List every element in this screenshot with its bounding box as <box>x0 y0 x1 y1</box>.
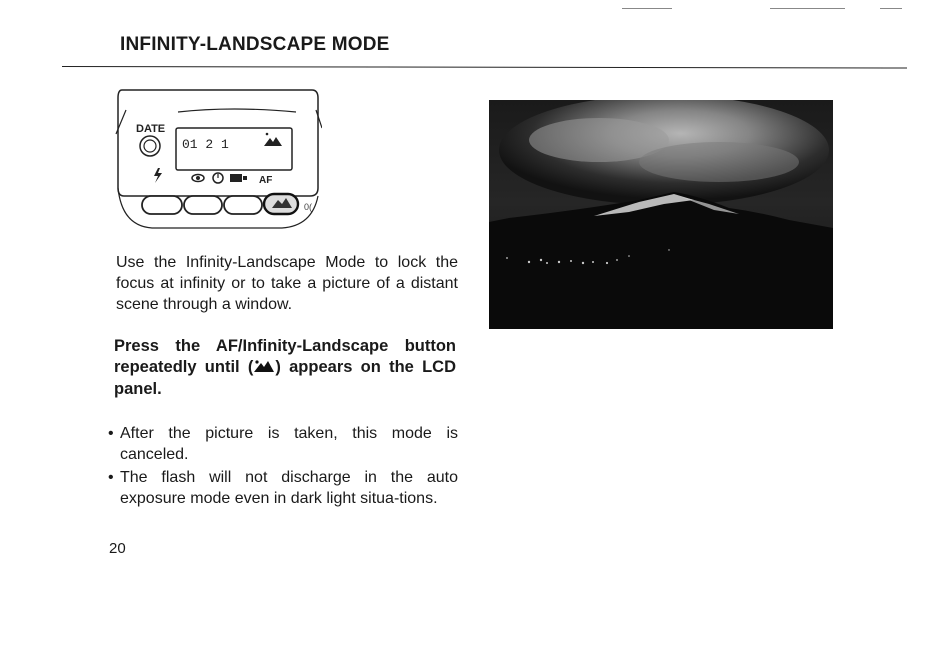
date-button <box>140 136 160 156</box>
drive-mode-icon <box>230 174 247 182</box>
drive-button <box>224 196 262 214</box>
note-text: After the picture is taken, this mode is canceled. <box>120 425 458 463</box>
scan-mark <box>622 8 672 9</box>
page-title: INFINITY-LANDSCAPE MODE <box>120 34 390 55</box>
instruction-text-start: Press the AF/Infinity-Landscape button repeatedly until ( <box>114 337 456 376</box>
red-eye-button <box>184 196 222 214</box>
svg-text:0(: 0( <box>304 202 313 212</box>
list-item <box>108 467 458 509</box>
instruction-paragraph <box>114 336 456 400</box>
notes-list <box>108 423 458 511</box>
mountain-icon <box>253 358 275 379</box>
lcd-digits: 01 2 1 <box>182 137 229 152</box>
page-number: 20 <box>109 540 126 557</box>
mountain-photo-graphic <box>489 100 833 329</box>
intro-paragraph <box>116 252 458 315</box>
instruction-text-end: ) appears on the LCD panel. <box>114 358 456 398</box>
landscape-photo <box>489 100 833 329</box>
bullet-glyph: • <box>108 425 114 442</box>
bullet-glyph: • <box>108 469 114 486</box>
scan-mark <box>770 8 845 9</box>
lcd-mountain-icon <box>264 133 282 146</box>
intro-text: Use the Infinity-Landscape Mode to lock the focus at infinity or to take a picture of a distant scene through a window. <box>116 254 458 313</box>
note-text: The flash will not discharge in the auto exposure mode even in dark light situa-tions. <box>120 469 458 507</box>
camera-panel-illustration <box>112 88 322 238</box>
red-eye-icon <box>192 175 204 182</box>
title-rule <box>62 66 907 68</box>
flash-icon <box>154 168 162 183</box>
flash-button <box>142 196 182 214</box>
list-item <box>108 423 458 465</box>
scan-mark <box>880 8 902 9</box>
camera-panel-drawing <box>112 88 322 238</box>
date-label: DATE <box>136 123 166 135</box>
af-label: AF <box>259 175 273 186</box>
self-timer-icon <box>213 173 223 183</box>
